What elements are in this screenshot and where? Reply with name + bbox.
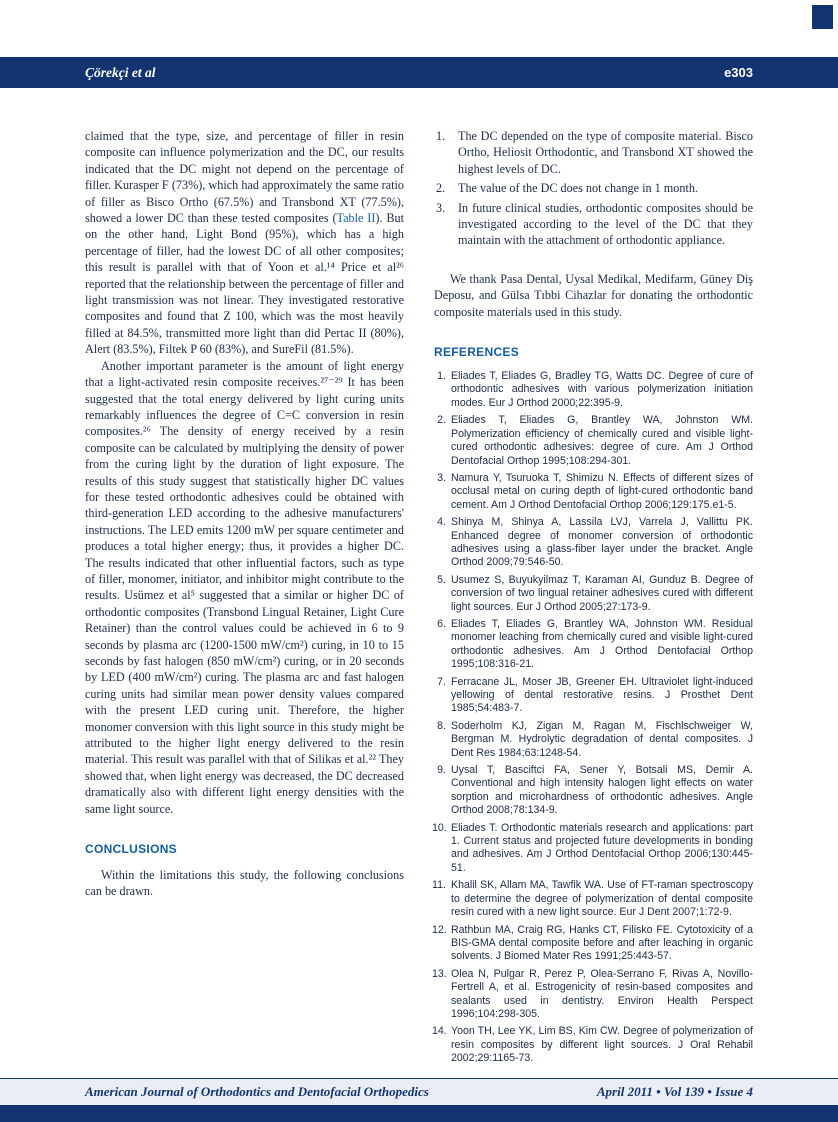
table-ii-link[interactable]: Table II — [336, 211, 376, 226]
conclusion-item: The DC depended on the type of composite material. Bisco Ortho, Heliosit Orthodontic, and Transbond XT showed the highest levels of DC. — [458, 129, 753, 176]
paragraph-text: ). But on the other hand, Light Bond (95%), which has a high percentage of filler, had the lowest DC of all other composites; this result is parallel with that of Yoon et al.¹⁴ Price et al²⁶ reported that the relationship between the percentage of filler and light transmission was not linear. They investigated restorative composites and found that Z 100, which was the most heavily filled at 84.5%, transmitted more light than did Pertac II (80%), Alert (83.5%), Filtek P 60 (83%), and SureFil (81.5%). — [85, 211, 404, 357]
reference-item: Uysal T, Basciftci FA, Sener Y, Botsali MS, Demir A. Conventional and high intensity halogen light effects on water sorption and microhardness of orthodontic adhesives. Angle Orthod 2008;78:134-9. — [451, 764, 753, 817]
references-list — [434, 370, 753, 1066]
page-content — [0, 88, 838, 1070]
reference-item: Yoon TH, Lee YK, Lim BS, Kim CW. Degree of polymerization of resin composites by different light sources. J Oral Rehabil 2002;29:1165-73. — [451, 1025, 753, 1065]
body-paragraph-1 — [85, 128, 404, 358]
reference-item: Shinya M, Shinya A, Lassila LVJ, Varrela J, Vallittu PK. Enhanced degree of monomer conversion of orthodontic adhesives using a glass-fiber layer under the bracket. Angle Orthod 2009;79:546-50. — [451, 516, 753, 569]
conclusions-list — [434, 128, 753, 249]
corner-mark — [812, 5, 833, 29]
reference-item: Ferracane JL, Moser JB, Greener EH. Ultraviolet light-induced yellowing of dental restorative resins. J Prosthet Dent 1985;54:483-7. — [451, 675, 753, 715]
reference-item: Khalil SK, Allam MA, Tawfik WA. Use of FT-raman spectroscopy to determine the degree of polymerization of dental composite resin cured with a new light source. Eur J Dent 2007;1:72-9. — [451, 879, 753, 919]
footer-bar — [0, 1105, 838, 1122]
conclusions-intro: Within the limitations this study, the following conclusions can be drawn. — [85, 868, 404, 899]
conclusion-item: In future clinical studies, orthodontic composites should be investigated according to the level of the DC that they maintain with the attachment of orthodontic appliance. — [458, 200, 753, 248]
footer-journal-title: American Journal of Orthodontics and Dentofacial Orthopedics — [85, 1084, 429, 1099]
reference-item: Eliades T, Eliades G, Brantley WA, Johnston WM. Residual monomer leaching from chemically cured and visible light-cured orthodontic adhesives. Am J Orthod Dentofacial Orthop 1995;108:316-21. — [451, 617, 753, 671]
acknowledgment-paragraph: We thank Pasa Dental, Uysal Medikal, Medifarm, Güney Diş Deposu, and Gülsa Tıbbi Cihazlar for donating the orthodontic composite materials used in this study. — [434, 271, 753, 319]
reference-item: Eliades T, Eliades G, Brantley WA, Johnston WM. Polymerization efficiency of chemically cured and visible light-cured orthodontic adhesives: degree of cure. Am J Orthod Dentofacial Orthop 1995;108:294-301. — [451, 414, 753, 467]
reference-item: Eliades T, Eliades G, Bradley TG, Watts DC. Degree of cure of orthodontic adhesives with various polymerization initiation modes. Eur J Orthod 2000;22:395-9. — [451, 370, 753, 409]
paragraph-text: claimed that the type, size, and percentage of filler in resin composite can influence polymerization and the DC, our results indicated that the DC might not depend on the percentage of filler. Kurasper F (73%), which had approximately the same ratio of filler as Bisco Ortho (67.5%) and Transbond XT (77.5%), showed a lower DC than these tested composites ( — [85, 129, 404, 226]
body-paragraph-2: Another important parameter is the amount of light energy that a light-activated resin composite receives.²⁷⁻²⁹ It has been suggested that the total energy delivered by light curing units remarkably influences the degree of C=C conversion in resin composites.²⁶ The density of energy received by a resin composite can be calculated by multiplying the density of power from the curing light by the duration of light exposure. The results of this study suggest that statistically higher DC values for these tested orthodontic adhesives could be obtained with third-generation LED according to the adhesive manufacturers' instructions. The LED emits 1200 mW per square centimeter and produces a total higher energy; thus, it provides a higher DC. The results indicated that other influential factors, such as type of filler, monomer, initiator, and inhibitor might contribute to the results. Usümez et al⁵ suggested that a similar or higher DC of orthodontic composites (Transbond Lingual Retainer, Light Cure Retainer) than the control values could be achieved in 6 to 9 seconds by plasma arc (1200-1500 mW/cm²) curing, in 10 to 15 seconds by fast halogen (850 mW/cm²) curing, or in 20 seconds by LED (400 mW/cm²) curing. The plasma arc and fast halogen curing units had similar mean power density values compared with the present LED curing unit. Therefore, the higher monomer conversion with this light source in this study might be attributed to the higher light energy delivered to the resin material. This result was parallel with that of Silikas et al.²² They showed that, when light energy was decreased, the DC decreased dramatically also with different light energy densities with the same light source. — [85, 358, 404, 816]
reference-item: Olea N, Pulgar R, Perez P, Olea-Serrano F, Rivas A, Novillo-Fertrell A, et al. Estrogenicity of resin-based composites and sealants used in dentistry. Environ Health Perspect 1996;104:298-305. — [451, 967, 753, 1020]
reference-item: Usumez S, Buyukyilmaz T, Karaman AI, Gunduz B. Degree of conversion of two lingual retainer adhesives cured with different light sources. Eur J Orthod 2005;27:173-9. — [451, 573, 753, 613]
conclusion-item: The value of the DC does not change in 1 month. — [458, 181, 698, 196]
right-column — [434, 128, 753, 1070]
reference-item: Rathbun MA, Craig RG, Hanks CT, Filisko FE. Cytotoxicity of a BIS-GMA dental composite before and after leaching in organic solvents. J Biomed Mater Res 1991;25:443-57. — [451, 923, 753, 963]
running-head-authors: Çörekçi et al — [85, 64, 156, 80]
reference-item: Soderholm KJ, Zigan M, Ragan M, Fischlschweiger W, Bergman M. Hydrolytic degradation of dental composites. J Dent Res 1984;63:1248-54. — [451, 719, 753, 759]
reference-item: Eliades T. Orthodontic materials research and applications: part 1. Current status and projected future developments in bonding and adhesives. Am J Orthod Dentofacial Orthop 2006;130:445-51. — [451, 821, 753, 874]
footer-text-row — [0, 1078, 838, 1105]
references-heading: REFERENCES — [434, 345, 520, 360]
page-header — [0, 57, 838, 88]
footer-issue-info: April 2011 • Vol 139 • Issue 4 — [596, 1084, 753, 1099]
reference-item: Namura Y, Tsuruoka T, Shimizu N. Effects of different sizes of occlusal metal on curing depth of light-cured orthodontic band cement. Am J Orthod Dentofacial Orthop 2006;129:175.e1-5. — [451, 471, 753, 511]
conclusions-heading: CONCLUSIONS — [85, 842, 177, 857]
left-column — [85, 128, 404, 1070]
page-number: e303 — [724, 65, 753, 80]
